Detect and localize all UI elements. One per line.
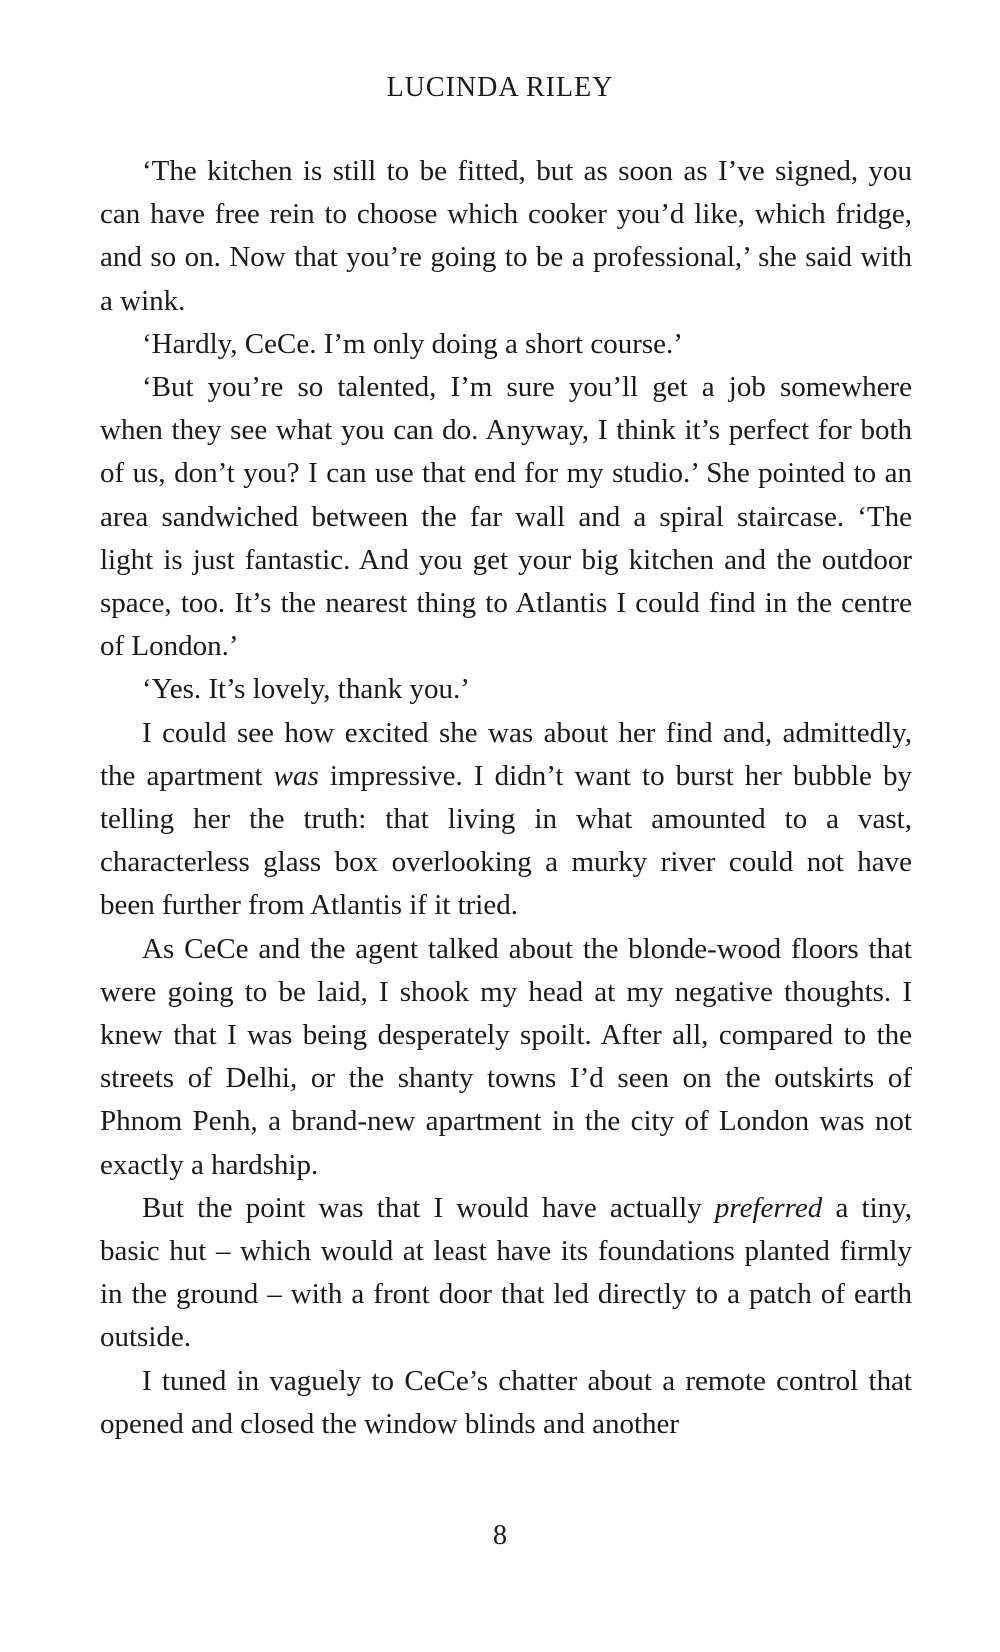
emphasis: preferred	[714, 1191, 823, 1224]
paragraph-text: But the point was that I would have actually	[142, 1191, 715, 1224]
emphasis: was	[273, 759, 319, 792]
paragraph: ‘Hardly, CeCe. I’m only doing a short course.’	[142, 327, 683, 360]
page-number: 8	[493, 1520, 507, 1551]
paragraph-text: impressive. I didn’t want to burst her bubble by telling her the truth: that living in what amounted to a vast, characterless glass box overlooking a murky river could not have been further from Atlantis if it tried.	[100, 759, 912, 922]
body-text	[100, 150, 912, 1446]
paragraph-text: I could see how excited she was about her find and, admittedly, the apartment	[100, 716, 912, 792]
paragraph: ‘The kitchen is still to be fitted, but as soon as I’ve signed, you can have free rein to choose which cooker you’d like, which fridge, and so on. Now that you’re going to be a professional,’ she said with a wink.	[100, 155, 912, 317]
paragraph	[100, 712, 912, 928]
paragraph: As CeCe and the agent talked about the blonde-wood floors that were going to be laid, I shook my head at my negative thoughts. I knew that I was being desperately spoilt. After all, compared to the streets of Delhi, or the shanty towns I’d seen on the outskirts of Phnom Penh, a brand-new apartment in the city of London was not exactly a hardship.	[100, 932, 912, 1181]
running-head: LUCINDA RILEY	[386, 72, 614, 103]
paragraph: ‘Yes. It’s lovely, thank you.’	[142, 673, 470, 706]
paragraph-text: a tiny, basic hut – which would at least have its foundations planted firmly in the ground – with a front door that led directly to a patch of earth outside.	[100, 1191, 913, 1354]
paragraph: ‘But you’re so talented, I’m sure you’ll get a job somewhere when they see what you can do. Anyway, I think it’s perfect for both of us, don’t you? I can use that end for my studio.’ She pointed to an area sandwiched between the far wall and a spiral staircase. ‘The light is just fantastic. And you get your big kitchen and the outdoor space, too. It’s the nearest thing to Atlantis I could find in the centre of London.’	[100, 371, 912, 663]
paragraph: I tuned in vaguely to CeCe’s chatter about a remote control that opened and closed the window blinds and another	[100, 1364, 912, 1440]
paragraph	[100, 1187, 912, 1360]
